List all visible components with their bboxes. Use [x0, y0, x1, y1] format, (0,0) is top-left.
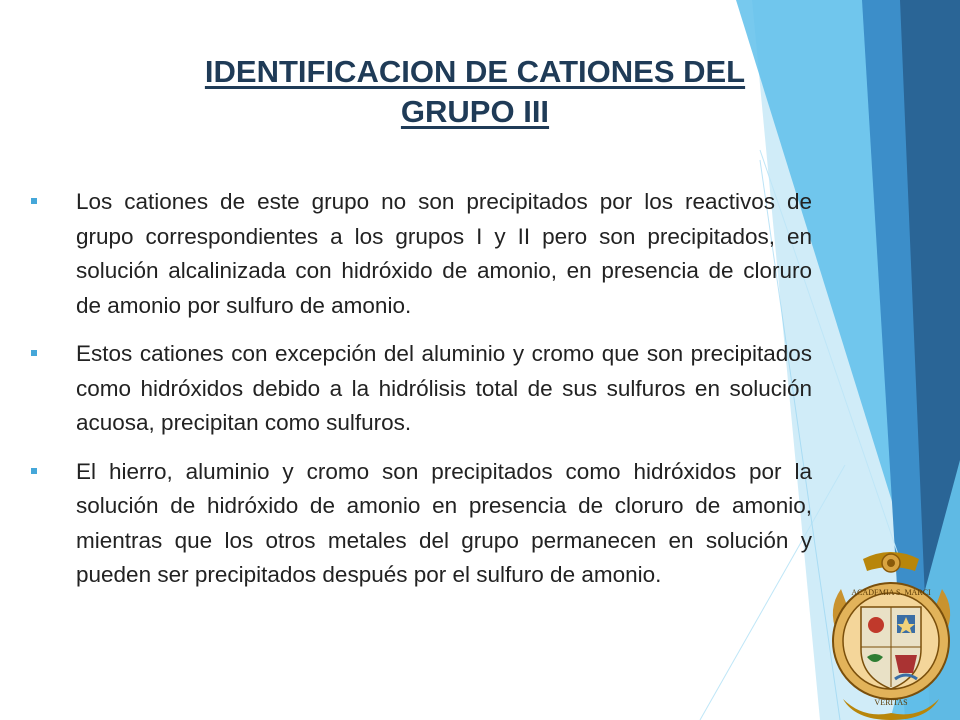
- university-seal-icon: [823, 549, 960, 720]
- bullet-text: Los cationes de este grupo no son precipitados por los reactivos de grupo correspondientes a los grupos I y II pero son precipitados, en solución alcalinizada con hidróxido de amonio, en presencia de cloruro de amonio por sulfuro de amonio.: [76, 189, 812, 318]
- bullet-list: [26, 185, 812, 607]
- slide-title: [100, 52, 850, 132]
- bullet-item: [26, 455, 812, 593]
- svg-text:VERITAS: VERITAS: [874, 698, 908, 707]
- bullet-item: [26, 185, 812, 323]
- bullet-item: [26, 337, 812, 441]
- bullet-square-icon: [31, 468, 37, 474]
- title-line-1: IDENTIFICACION DE CATIONES DEL: [204, 54, 746, 89]
- bullet-text: El hierro, aluminio y cromo son precipitados como hidróxidos por la solución de hidróxido de amonio en presencia de cloruro de amonio, mientras que los otros metales del grupo permanecen en solución y pueden ser precipitados después por el sulfuro de amonio.: [76, 458, 812, 587]
- title-line-2: GRUPO III: [400, 94, 550, 129]
- bullet-square-icon: [31, 350, 37, 356]
- bullet-text: Estos cationes con excepción del aluminio y cromo que son precipitados como hidróxidos debido a la hidrólisis total de sus sulfuros en solución acuosa, precipitan como sulfuros.: [76, 341, 812, 435]
- bullet-square-icon: [31, 198, 37, 204]
- svg-text:ACADEMIA S. MARCI: ACADEMIA S. MARCI: [851, 588, 931, 597]
